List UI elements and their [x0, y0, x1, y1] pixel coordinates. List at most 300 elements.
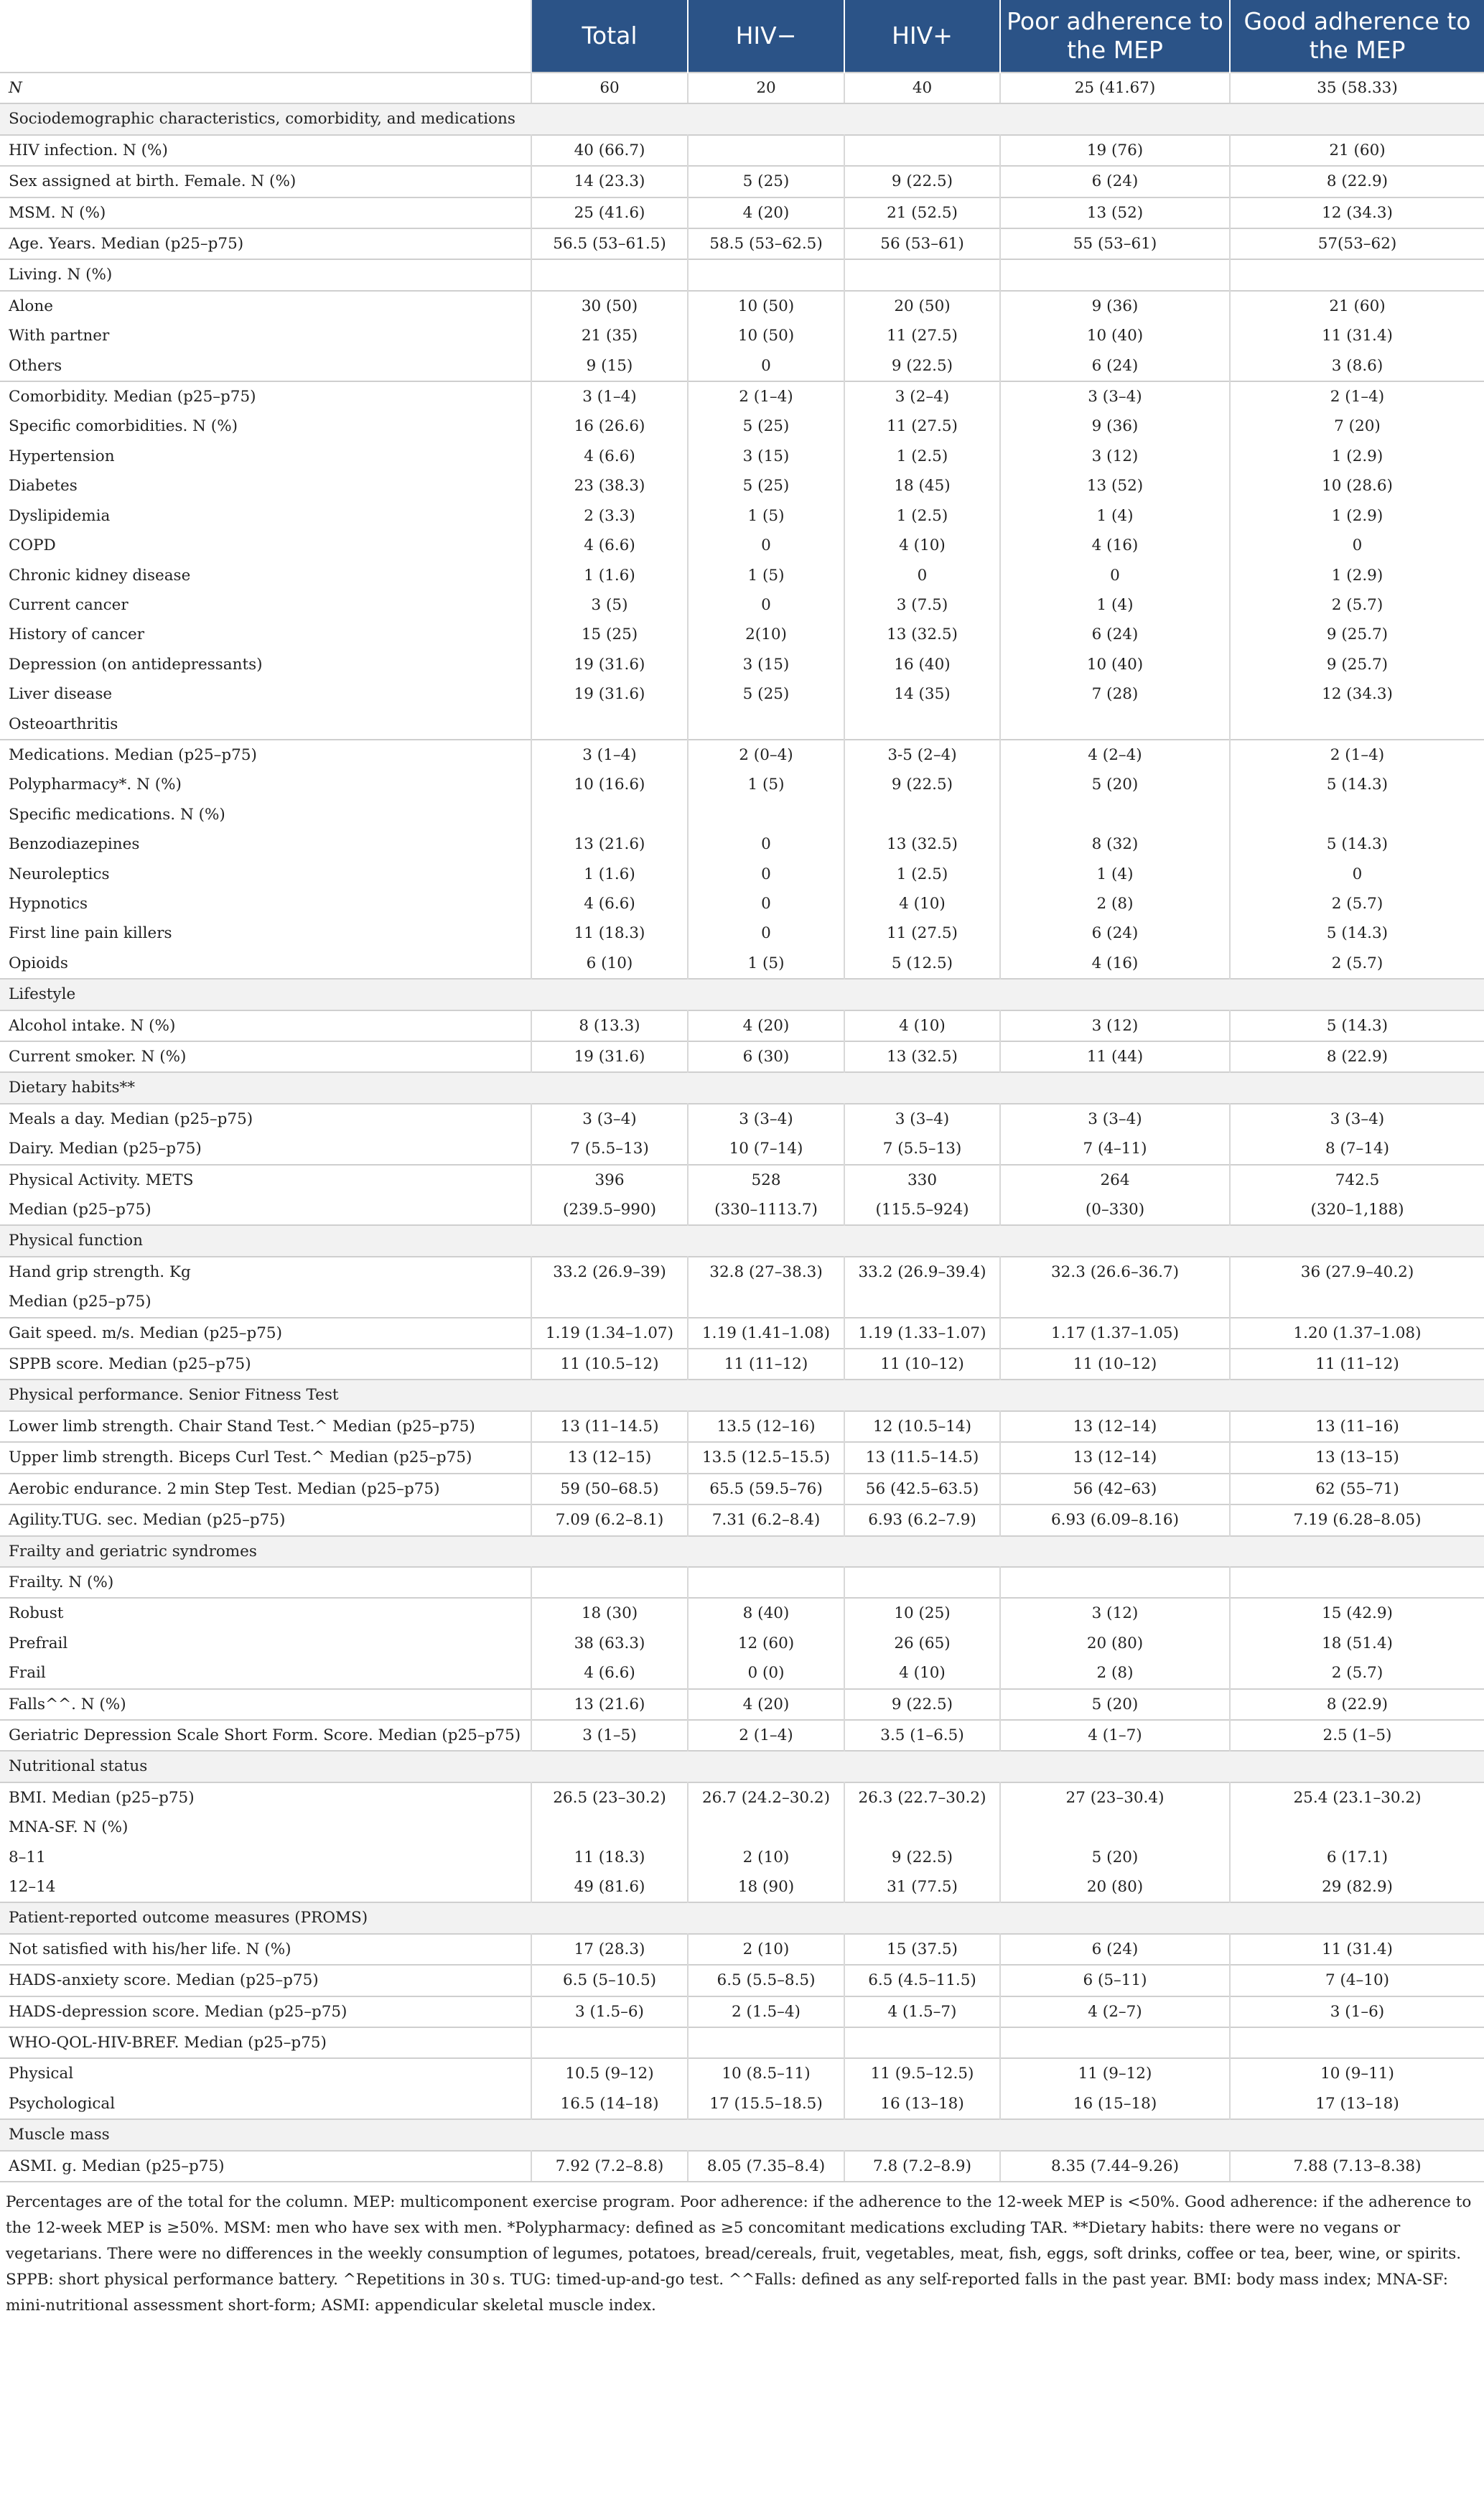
row-label: History of cancer	[0, 620, 531, 649]
table-row	[0, 442, 1484, 471]
section-title: Sociodemographic characteristics, comorbidity, and medications	[0, 103, 1484, 134]
cell-value: 1 (2.9)	[1331, 447, 1383, 465]
row-label: Geriatric Depression Scale Short Form. Score. Median (p25–p75)	[0, 1720, 531, 1751]
table-row	[0, 1257, 1484, 1287]
cell-value: 21 (35)	[531, 321, 688, 350]
cell-value: 33.2 (26.9–39)	[531, 1257, 688, 1287]
cell-value: 5 (14.3)	[1230, 1010, 1484, 1041]
cell-value: 8 (32)	[1000, 829, 1230, 859]
cell-value: 1 (5)	[688, 949, 844, 979]
cell-value: 40 (66.7)	[531, 135, 688, 166]
cell-value: 25 (41.6)	[531, 197, 688, 228]
cell-value: 21 (60)	[1230, 135, 1484, 166]
cell-value: 16 (40)	[844, 650, 1000, 679]
row-label: COPD	[0, 531, 531, 560]
cell-value: 30 (50)	[531, 291, 688, 321]
row-label: Frail	[0, 1658, 531, 1688]
cell-value: 56 (42.5–63.5)	[844, 1474, 1000, 1504]
header-poor-adherence: Poor adherence to the MEP	[1000, 0, 1230, 73]
cell-value	[688, 800, 844, 829]
cell-value: 4 (16)	[1000, 531, 1230, 560]
cell-value: 32.8 (27–38.3)	[688, 1257, 844, 1287]
row-label: Age. Years. Median (p25–p75)	[0, 228, 531, 259]
cell-value: 7 (4–11)	[1000, 1134, 1230, 1164]
cell-value: 13 (11.5–14.5)	[844, 1442, 1000, 1473]
row-label: Sex assigned at birth. Female. N (%)	[0, 166, 531, 197]
table-row	[0, 1934, 1484, 1965]
cell-value	[531, 1813, 688, 1842]
cell-value: 10.5 (9–12)	[531, 2058, 688, 2088]
cell-value: 5 (20)	[1000, 1843, 1230, 1872]
cell-value: 4 (20)	[688, 1010, 844, 1041]
table-row	[0, 679, 1484, 709]
table-row	[0, 1782, 1484, 1813]
cell-value: 3 (1–4)	[531, 381, 688, 411]
cell-value: 10 (40)	[1000, 650, 1230, 679]
cell-value: 396	[531, 1165, 688, 1195]
cell-value: 3 (12)	[1000, 442, 1230, 471]
row-label: First line pain killers	[0, 918, 531, 948]
cell-value	[1000, 1813, 1230, 1842]
cell-value: 3 (1–5)	[531, 1720, 688, 1751]
row-label: Physical Activity. METS	[0, 1165, 531, 1195]
section-header-row	[0, 1902, 1484, 1933]
cell-value	[1000, 1287, 1230, 1317]
cell-value	[531, 2027, 688, 2058]
cell-value: 3 (8.6)	[1331, 356, 1383, 375]
cell-value: 6.5 (5.5–8.5)	[688, 1965, 844, 1996]
cell-value: 38 (63.3)	[531, 1629, 688, 1658]
cell-value: 4 (10)	[844, 531, 1000, 560]
cell-value: 20	[688, 73, 844, 103]
cell-value: 7 (5.5–13)	[531, 1134, 688, 1164]
cell-value	[1230, 259, 1484, 290]
table-row	[0, 1658, 1484, 1688]
table-row	[0, 860, 1484, 889]
cell-value: 11 (27.5)	[844, 321, 1000, 350]
table-row	[0, 800, 1484, 829]
cell-value: 3 (12)	[1000, 1598, 1230, 1628]
cell-value: 8.05 (7.35–8.4)	[688, 2151, 844, 2182]
cell-value	[1230, 1287, 1484, 1317]
cell-value: 2 (1.5–4)	[688, 1996, 844, 2027]
cell-value: 56 (42–63)	[1000, 1474, 1230, 1504]
cell-value: 11 (10.5–12)	[531, 1349, 688, 1380]
row-label: Living. N (%)	[0, 259, 531, 290]
cell-value: 10 (8.5–11)	[688, 2058, 844, 2088]
cell-value	[1000, 800, 1230, 829]
table-row	[0, 73, 1484, 103]
cell-value: 1 (2.5)	[844, 860, 1000, 889]
row-label: Depression (on antidepressants)	[0, 650, 531, 679]
cell-value: 1.19 (1.41–1.08)	[688, 1318, 844, 1349]
cell-value: 13 (32.5)	[844, 829, 1000, 859]
section-title: Physical function	[0, 1225, 1484, 1256]
cell-value: 36 (27.9–40.2)	[1230, 1257, 1484, 1287]
row-label: Alone	[0, 291, 531, 321]
cell-value: 1.19 (1.33–1.07)	[844, 1318, 1000, 1349]
row-label: Others	[0, 351, 531, 381]
table-row	[0, 259, 1484, 290]
cell-value	[844, 1813, 1000, 1842]
row-label: Gait speed. m/s. Median (p25–p75)	[0, 1318, 531, 1349]
cell-value: 5 (25)	[688, 679, 844, 709]
cell-value: 6 (24)	[1000, 166, 1230, 197]
cell-value: 8 (22.9)	[1230, 1689, 1484, 1720]
row-label: Meals a day. Median (p25–p75)	[0, 1104, 531, 1134]
cell-value: 5 (14.3)	[1326, 924, 1389, 943]
row-label	[0, 73, 531, 103]
cell-value: 4 (10)	[844, 889, 1000, 918]
table-row	[0, 531, 1484, 560]
cell-value: 35 (58.33)	[1230, 73, 1484, 103]
cell-value: 55 (53–61)	[1000, 228, 1230, 259]
cell-value: 3 (2–4)	[844, 381, 1000, 411]
cell-value: 20 (80)	[1000, 1629, 1230, 1658]
cell-value: 10 (25)	[844, 1598, 1000, 1628]
cell-value: 0	[1000, 561, 1230, 590]
cell-value: 18 (90)	[688, 1872, 844, 1902]
cell-value: 264	[1000, 1165, 1230, 1195]
cell-value: 25 (41.67)	[1000, 73, 1230, 103]
cell-value: 4 (10)	[844, 1010, 1000, 1041]
table-row	[0, 1041, 1484, 1072]
cell-value: 2 (1–4)	[688, 381, 844, 411]
cell-value	[1230, 710, 1484, 740]
row-label: HADS-depression score. Median (p25–p75)	[0, 1996, 531, 2027]
cell-value: 21 (60)	[1230, 291, 1484, 321]
cell-value: 13 (52)	[1000, 471, 1230, 501]
cell-value: (239.5–990)	[531, 1195, 688, 1225]
cell-value: 0	[844, 561, 1000, 590]
table-row	[0, 1442, 1484, 1473]
section-header-row	[0, 1072, 1484, 1103]
section-title: Physical performance. Senior Fitness Test	[0, 1380, 1484, 1410]
cell-value: 3 (3–4)	[531, 1104, 688, 1134]
row-label: Osteoarthritis	[0, 710, 531, 740]
section-title: Lifestyle	[0, 979, 1484, 1010]
cell-value: 4 (10)	[844, 1658, 1000, 1688]
cell-value: 16 (26.6)	[531, 411, 688, 441]
table-row	[0, 829, 1484, 859]
cell-value: 5 (25)	[688, 471, 844, 501]
table-row	[0, 1629, 1484, 1658]
cell-value: 9 (25.7)	[1326, 625, 1389, 644]
cell-value: 62 (55–71)	[1230, 1474, 1484, 1504]
table-footnote: Percentages are of the total for the column. MEP: multicomponent exercise program. Poor adherence: if the adherence to the 12-week MEP is <50%. Good adherence: if the adherence to the 12-week MEP is ≥50%. MSM: men who have sex with men. *Polypharmacy: defined as ≥5 concomitant medications excluding TAR. **Dietary habits: there were no vegans or vegetarians. There were no differences in the weekly consumption of legumes, potatoes, bread/cereals, fruit, vegetables, meat, fish, eggs, soft drinks, coffee or tea, beer, wine, or spirits. SPPB: short physical performance battery. ^Repetitions in 30 s. TUG: timed-up-and-go test. ^^Falls: defined as any self-reported falls in the past year. BMI: body mass index; MNA-SF: mini-nutritional assessment short-form; ASMI: appendicular skeletal muscle index.	[6, 2193, 1472, 2315]
cell-value: 6.5 (4.5–11.5)	[844, 1965, 1000, 1996]
table-row	[0, 1104, 1484, 1134]
cell-value: 17 (13–18)	[1315, 2094, 1399, 2113]
header-good-adherence: Good adherence to the MEP	[1230, 0, 1484, 73]
cell-value: 0	[1352, 536, 1363, 555]
cell-value	[688, 1567, 844, 1598]
cell-value: 49 (81.6)	[531, 1872, 688, 1902]
cell-value: 21 (52.5)	[844, 197, 1000, 228]
cell-value: 32.3 (26.6–36.7)	[1000, 1257, 1230, 1287]
table-row	[0, 501, 1484, 531]
cell-value	[844, 800, 1000, 829]
cell-value: 9 (36)	[1000, 411, 1230, 441]
row-label: Prefrail	[0, 1629, 531, 1658]
cell-value: 5 (20)	[1000, 1689, 1230, 1720]
cell-value: 6 (17.1)	[1326, 1848, 1389, 1866]
cell-value: 1 (4)	[1000, 590, 1230, 620]
cell-value: 10 (40)	[1000, 321, 1230, 350]
cell-value: 11 (9.5–12.5)	[844, 2058, 1000, 2088]
cell-value: 13 (11–16)	[1230, 1411, 1484, 1442]
cell-value: 1.19 (1.34–1.07)	[531, 1318, 688, 1349]
table-row	[0, 1411, 1484, 1442]
cell-value: 8 (22.9)	[1230, 166, 1484, 197]
cell-value	[1230, 800, 1484, 829]
row-label: Frailty. N (%)	[0, 1567, 531, 1598]
cell-value: 7.19 (6.28–8.05)	[1230, 1504, 1484, 1535]
cell-value: 10 (9–11)	[1230, 2058, 1484, 2088]
section-header-row	[0, 1380, 1484, 1410]
table-row	[0, 321, 1484, 350]
row-label: Specific medications. N (%)	[0, 800, 531, 829]
row-label: SPPB score. Median (p25–p75)	[0, 1349, 531, 1380]
cell-value: 330	[844, 1165, 1000, 1195]
table-row	[0, 1872, 1484, 1902]
cell-value	[688, 1287, 844, 1317]
cell-value: 4 (2–7)	[1000, 1996, 1230, 2027]
cell-value: 1 (1.6)	[531, 561, 688, 590]
cell-value: 7 (5.5–13)	[844, 1134, 1000, 1164]
cell-value: 2 (8)	[1000, 1658, 1230, 1688]
cell-value: 20 (80)	[1000, 1872, 1230, 1902]
cell-value	[531, 1567, 688, 1598]
cell-value: 6.93 (6.2–7.9)	[844, 1504, 1000, 1535]
cell-value: 6 (24)	[1000, 1934, 1230, 1965]
cell-value: 3 (12)	[1000, 1010, 1230, 1041]
cell-value	[1230, 1813, 1484, 1842]
cell-value	[531, 800, 688, 829]
section-header-row	[0, 979, 1484, 1010]
header-hiv-positive: HIV+	[844, 0, 1000, 73]
row-label: MSM. N (%)	[0, 197, 531, 228]
cell-value: 0	[1352, 865, 1363, 883]
cell-value: 2 (0–4)	[688, 740, 844, 770]
cell-value: 33.2 (26.9–39.4)	[844, 1257, 1000, 1287]
cell-value: 1 (4)	[1000, 860, 1230, 889]
cell-value: 7.92 (7.2–8.8)	[531, 2151, 688, 2182]
table-row	[0, 411, 1484, 441]
cell-value: 6.93 (6.09–8.16)	[1000, 1504, 1230, 1535]
cell-value: 14 (23.3)	[531, 166, 688, 197]
cell-value: 3-5 (2–4)	[844, 740, 1000, 770]
cell-value: 19 (31.6)	[531, 1041, 688, 1072]
cell-value: 6 (30)	[688, 1041, 844, 1072]
cell-value: 13 (11–14.5)	[531, 1411, 688, 1442]
cell-value: 3 (15)	[688, 442, 844, 471]
table-body	[0, 73, 1484, 2182]
cell-value: 4 (1–7)	[1000, 1720, 1230, 1751]
cell-value: 1 (5)	[688, 501, 844, 531]
cell-value: 65.5 (59.5–76)	[688, 1474, 844, 1504]
table-row	[0, 1843, 1484, 1872]
table-row	[0, 650, 1484, 679]
cell-value: 12 (34.3)	[1230, 197, 1484, 228]
row-label: Psychological	[0, 2089, 531, 2119]
cell-value: 9 (25.7)	[1326, 655, 1389, 674]
cell-value: 8 (22.9)	[1230, 1041, 1484, 1072]
cell-value: 26 (65)	[844, 1629, 1000, 1658]
cell-value: 1.20 (1.37–1.08)	[1230, 1318, 1484, 1349]
cell-value: 26.7 (24.2–30.2)	[688, 1782, 844, 1813]
cell-value: 3 (3–4)	[1000, 381, 1230, 411]
cell-value	[844, 1567, 1000, 1598]
cell-value: 2 (5.7)	[1331, 894, 1383, 913]
cell-value: 12 (60)	[688, 1629, 844, 1658]
table-row	[0, 1689, 1484, 1720]
table-row	[0, 710, 1484, 740]
table-row	[0, 2058, 1484, 2088]
cell-value	[1000, 1567, 1230, 1598]
cell-value: 1 (2.9)	[1331, 506, 1383, 525]
table-row	[0, 197, 1484, 228]
cell-value: 3 (3–4)	[1000, 1104, 1230, 1134]
row-label: Median (p25–p75)	[0, 1287, 531, 1317]
cell-value: 13 (21.6)	[531, 829, 688, 859]
cell-value	[531, 710, 688, 740]
cell-value: 0	[688, 829, 844, 859]
cell-value: 14 (35)	[844, 679, 1000, 709]
table-row	[0, 561, 1484, 590]
table-row	[0, 1318, 1484, 1349]
cell-value: 0	[688, 351, 844, 381]
row-label: Neuroleptics	[0, 860, 531, 889]
header-hiv-negative: HIV−	[688, 0, 844, 73]
cell-value: 6 (24)	[1000, 351, 1230, 381]
cell-value: 3 (3–4)	[688, 1104, 844, 1134]
cell-value: 5 (14.3)	[1326, 776, 1389, 794]
cell-value: 59 (50–68.5)	[531, 1474, 688, 1504]
table-row	[0, 2151, 1484, 2182]
cell-value: 7 (20)	[1334, 417, 1381, 436]
cell-value: 742.5	[1230, 1165, 1484, 1195]
row-label: Comorbidity. Median (p25–p75)	[0, 381, 531, 411]
section-title: Patient-reported outcome measures (PROMS)	[0, 1902, 1484, 1933]
cell-value: 29 (82.9)	[1322, 1877, 1393, 1896]
cell-value: 10 (28.6)	[1322, 477, 1393, 496]
cell-value: 58.5 (53–62.5)	[688, 228, 844, 259]
cell-value: 0 (0)	[688, 1658, 844, 1688]
table-row	[0, 620, 1484, 649]
cell-value: 13 (52)	[1000, 197, 1230, 228]
cell-value: 9 (22.5)	[844, 351, 1000, 381]
table-row	[0, 2027, 1484, 2058]
cell-value: 11 (27.5)	[844, 918, 1000, 948]
cell-value: 11 (27.5)	[844, 411, 1000, 441]
cell-value: 2 (8)	[1000, 889, 1230, 918]
row-label: Polypharmacy*. N (%)	[0, 770, 531, 799]
cell-value: 3 (3–4)	[1230, 1104, 1484, 1134]
cell-value: 3 (15)	[688, 650, 844, 679]
section-header-row	[0, 2119, 1484, 2150]
cell-value: 13.5 (12–16)	[688, 1411, 844, 1442]
cell-value: 4 (20)	[688, 1689, 844, 1720]
cell-value: 6 (5–11)	[1000, 1965, 1230, 1996]
cell-value: 56.5 (53–61.5)	[531, 228, 688, 259]
cell-value: 9 (22.5)	[844, 770, 1000, 799]
cell-value: 0	[688, 918, 844, 948]
row-label: 12–14	[0, 1872, 531, 1902]
cell-value: 0	[688, 889, 844, 918]
cell-value: 1 (5)	[688, 561, 844, 590]
cell-value: 7.88 (7.13–8.38)	[1230, 2151, 1484, 2182]
table-row	[0, 351, 1484, 381]
cell-value: 1 (2.5)	[844, 442, 1000, 471]
cell-value: 3.5 (1–6.5)	[844, 1720, 1000, 1751]
cell-value: 1 (4)	[1000, 501, 1230, 531]
table-row	[0, 1195, 1484, 1225]
row-label: With partner	[0, 321, 531, 350]
table-row	[0, 1720, 1484, 1751]
table-row	[0, 1504, 1484, 1535]
table-row	[0, 166, 1484, 197]
row-label: Dyslipidemia	[0, 501, 531, 531]
cell-value: 2 (5.7)	[1331, 954, 1383, 972]
cell-value: 2 (1–4)	[1230, 740, 1484, 770]
cell-value: 7.31 (6.2–8.4)	[688, 1504, 844, 1535]
cell-value	[1000, 259, 1230, 290]
table-row	[0, 770, 1484, 799]
row-label: Upper limb strength. Biceps Curl Test.^ Median (p25–p75)	[0, 1442, 531, 1473]
cell-value: 18 (51.4)	[1322, 1634, 1393, 1652]
cell-value: 7.09 (6.2–8.1)	[531, 1504, 688, 1535]
row-label: Dairy. Median (p25–p75)	[0, 1134, 531, 1164]
cell-value: 11 (31.4)	[1230, 1934, 1484, 1965]
cell-value	[844, 1287, 1000, 1317]
table-row	[0, 1165, 1484, 1195]
cell-value: 0	[688, 860, 844, 889]
cell-value: 11 (10–12)	[1000, 1349, 1230, 1380]
cell-value: 11 (31.4)	[1322, 327, 1393, 345]
header-total: Total	[531, 0, 688, 73]
table-row	[0, 1349, 1484, 1380]
cell-value: 57(53–62)	[1230, 228, 1484, 259]
cell-value: 1 (5)	[688, 770, 844, 799]
cell-value: 3 (1–4)	[531, 740, 688, 770]
cell-value: 2 (5.7)	[1331, 595, 1383, 614]
cell-value: 15 (42.9)	[1230, 1598, 1484, 1628]
cell-value: 10 (16.6)	[531, 770, 688, 799]
cell-value: 26.5 (23–30.2)	[531, 1782, 688, 1813]
cell-value	[1230, 2027, 1484, 2058]
cell-value: 10 (50)	[688, 291, 844, 321]
cell-value: 8 (40)	[688, 1598, 844, 1628]
cell-value: 1 (2.5)	[844, 501, 1000, 531]
section-header-row	[0, 1225, 1484, 1256]
cell-value: 4 (20)	[688, 197, 844, 228]
cell-value: (330–1113.7)	[688, 1195, 844, 1225]
cell-value: 10 (7–14)	[688, 1134, 844, 1164]
cell-value: 23 (38.3)	[531, 471, 688, 501]
row-label: HIV infection. N (%)	[0, 135, 531, 166]
cell-value	[688, 1813, 844, 1842]
cell-value: 19 (31.6)	[531, 650, 688, 679]
row-label: Current cancer	[0, 590, 531, 620]
cell-value	[688, 259, 844, 290]
cell-value: 4 (1.5–7)	[844, 1996, 1000, 2027]
cell-value: 16 (15–18)	[1000, 2089, 1230, 2119]
cell-value: 17 (15.5–18.5)	[688, 2089, 844, 2119]
cell-value: 5 (25)	[688, 166, 844, 197]
cell-value: 15 (37.5)	[844, 1934, 1000, 1965]
cell-value: (115.5–924)	[844, 1195, 1000, 1225]
